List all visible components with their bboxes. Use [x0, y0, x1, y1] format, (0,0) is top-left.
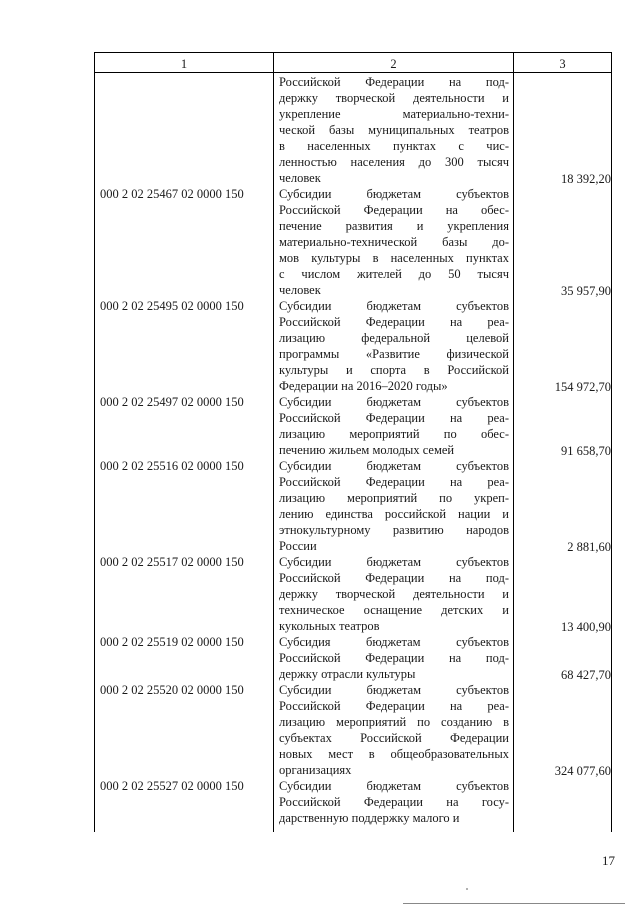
description-line: Российской Федерации на под-	[279, 571, 509, 585]
table-top-border	[94, 52, 612, 53]
row-code: 000 2 02 25467 02 0000 150	[100, 187, 244, 201]
row-code: 000 2 02 25516 02 0000 150	[100, 459, 244, 473]
description-line: лизацию мероприятий по созданию в	[279, 715, 509, 729]
description-line: мов культуры в населенных пунктах	[279, 251, 509, 265]
row-code: 000 2 02 25527 02 0000 150	[100, 779, 244, 793]
row-description	[279, 682, 509, 778]
description-line: Российской Федерации на под-	[279, 651, 509, 665]
description-line: дарственную поддержку малого и	[279, 811, 460, 825]
description-line: с числом жителей до 50 тысяч	[279, 267, 509, 281]
description-line: человек	[279, 171, 321, 185]
row-description	[279, 554, 509, 634]
row-description	[279, 394, 509, 458]
description-line: Российской Федерации на реа-	[279, 699, 509, 713]
row-amount: 154 972,70	[554, 380, 611, 394]
row-description	[279, 298, 509, 394]
table-right-border	[611, 52, 612, 832]
description-line: культуры и спорта в Российской	[279, 363, 509, 377]
column-divider-1	[273, 52, 274, 832]
description-line: Субсидия бюджетам субъектов	[279, 635, 509, 649]
description-line: человек	[279, 283, 321, 297]
description-line: Субсидии бюджетам субъектов	[279, 187, 509, 201]
description-line: Российской Федерации на под-	[279, 75, 509, 89]
description-line: организациях	[279, 763, 352, 777]
description-line: лизацию мероприятий по укреп-	[279, 491, 509, 505]
row-code: 000 2 02 25517 02 0000 150	[100, 555, 244, 569]
description-line: лению единства российской нации и	[279, 507, 509, 521]
column-header-3: 3	[559, 57, 566, 71]
description-line: материально-технической базы до-	[279, 235, 509, 249]
row-code: 000 2 02 25495 02 0000 150	[100, 299, 244, 313]
description-line: Субсидии бюджетам субъектов	[279, 459, 509, 473]
description-line: печение развития и укрепления	[279, 219, 509, 233]
row-description	[279, 74, 509, 186]
row-description	[279, 458, 509, 554]
row-amount: 68 427,70	[561, 668, 611, 682]
description-line: субъектах Российской Федерации	[279, 731, 509, 745]
row-amount: 324 077,60	[554, 764, 611, 778]
scan-speck	[466, 888, 468, 890]
page-number: 17	[602, 853, 615, 868]
table-left-border	[94, 52, 95, 832]
description-line: Российской Федерации на реа-	[279, 475, 509, 489]
description-line: держку отрасли культуры	[279, 667, 416, 681]
description-line: Субсидии бюджетам субъектов	[279, 683, 509, 697]
row-description	[279, 634, 509, 682]
description-line: техническое оснащение детских и	[279, 603, 509, 617]
description-line: Российской Федерации на реа-	[279, 411, 509, 425]
description-line: Субсидии бюджетам субъектов	[279, 555, 509, 569]
description-line: Российской Федерации на обес-	[279, 203, 509, 217]
footer-rule	[403, 903, 625, 904]
description-line: держку творческой деятельности и	[279, 91, 509, 105]
row-amount: 2 881,60	[567, 540, 611, 554]
description-line: лизацию мероприятий по обес-	[279, 427, 509, 441]
description-line: держку творческой деятельности и	[279, 587, 509, 601]
description-line: Субсидии бюджетам субъектов	[279, 299, 509, 313]
header-bottom-border	[94, 72, 612, 73]
row-amount: 18 392,20	[561, 172, 611, 186]
row-description	[279, 778, 509, 826]
description-line: лизацию федеральной целевой	[279, 331, 509, 345]
row-amount: 35 957,90	[561, 284, 611, 298]
row-code: 000 2 02 25519 02 0000 150	[100, 635, 244, 649]
description-line: Российской Федерации на госу-	[279, 795, 509, 809]
description-line: новых мест в общеобразовательных	[279, 747, 509, 761]
description-line: укрепление материально-техни-	[279, 107, 509, 121]
description-line: Российской Федерации на реа-	[279, 315, 509, 329]
column-header-2: 2	[390, 57, 397, 71]
row-code: 000 2 02 25520 02 0000 150	[100, 683, 244, 697]
description-line: программы «Развитие физической	[279, 347, 509, 361]
row-amount: 13 400,90	[561, 620, 611, 634]
description-line: Субсидии бюджетам субъектов	[279, 779, 509, 793]
description-line: этнокультурному развитию народов	[279, 523, 509, 537]
description-line: кукольных театров	[279, 619, 380, 633]
row-description	[279, 186, 509, 298]
column-header-1: 1	[180, 57, 188, 71]
description-line: России	[279, 539, 317, 553]
description-line: Федерации на 2016–2020 годы»	[279, 379, 448, 393]
description-line: ческой базы муниципальных театров	[279, 123, 509, 137]
description-line: в населенных пунктах с чис-	[279, 139, 509, 153]
description-line: Субсидии бюджетам субъектов	[279, 395, 509, 409]
row-code: 000 2 02 25497 02 0000 150	[100, 395, 244, 409]
description-line: печению жильем молодых семей	[279, 443, 455, 457]
row-amount: 91 658,70	[561, 444, 611, 458]
column-divider-2	[513, 52, 514, 832]
description-line: ленностью населения до 300 тысяч	[279, 155, 509, 169]
